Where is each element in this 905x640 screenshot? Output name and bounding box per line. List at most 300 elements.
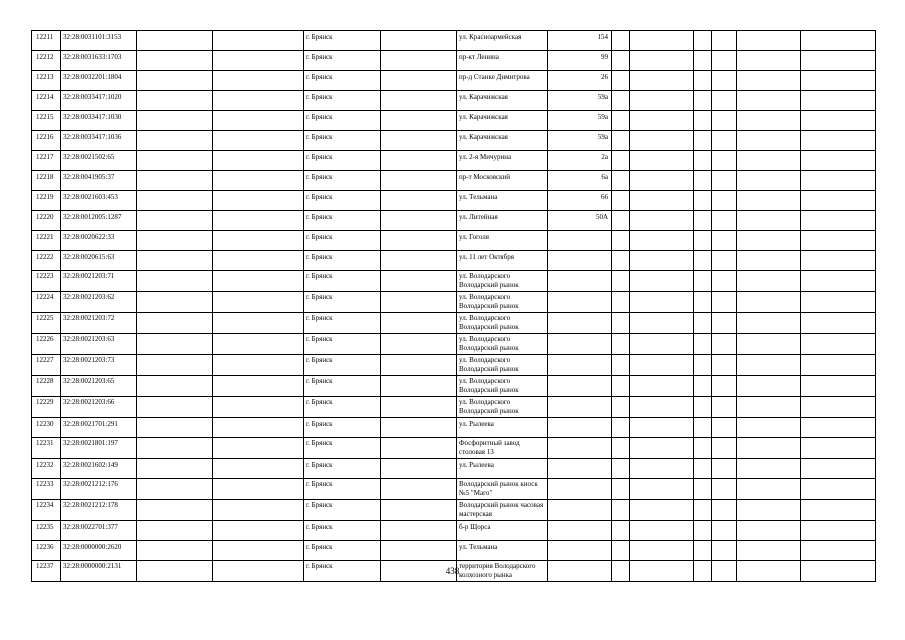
empty-cell (381, 479, 457, 500)
row-number-cell: 12225 (32, 313, 61, 334)
street-cell: территория Володарского колхозного рынка (457, 561, 548, 582)
cadastral-number-cell: 32:28:0033417:1036 (61, 131, 137, 151)
empty-cell (694, 334, 712, 355)
house-number-cell (548, 438, 612, 459)
empty-cell (737, 211, 801, 231)
table-row (32, 541, 876, 561)
house-number-cell: 59а (548, 131, 612, 151)
empty-cell (137, 479, 213, 500)
cadastral-number-cell: 32:28:0021203:72 (61, 313, 137, 334)
empty-cell (801, 51, 876, 71)
cadastral-number-cell: 32:28:0000000:2620 (61, 541, 137, 561)
house-number-cell: 6а (548, 171, 612, 191)
city-cell: г. Брянск (304, 521, 381, 541)
row-number-cell: 12211 (32, 31, 61, 51)
cadastral-number-cell: 32:28:0000000:2131 (61, 561, 137, 582)
table-row (32, 334, 876, 355)
empty-cell (630, 111, 694, 131)
row-number-cell: 12234 (32, 500, 61, 521)
table-row (32, 500, 876, 521)
row-number-cell: 12220 (32, 211, 61, 231)
empty-cell (213, 355, 304, 376)
table-row (32, 438, 876, 459)
empty-cell (694, 231, 712, 251)
empty-cell (213, 51, 304, 71)
empty-cell (712, 191, 737, 211)
empty-cell (381, 500, 457, 521)
row-number-cell: 12232 (32, 459, 61, 479)
city-cell: г. Брянск (304, 334, 381, 355)
street-cell: ул. 2-я Мичурина (457, 151, 548, 171)
city-cell: г. Брянск (304, 71, 381, 91)
empty-cell (213, 131, 304, 151)
house-number-cell: 99 (548, 51, 612, 71)
street-cell: ул. 11 лет Октября (457, 251, 548, 271)
empty-cell (712, 131, 737, 151)
house-number-cell: 66 (548, 191, 612, 211)
empty-cell (801, 71, 876, 91)
empty-cell (137, 111, 213, 131)
empty-cell (612, 51, 630, 71)
empty-cell (712, 91, 737, 111)
empty-cell (137, 151, 213, 171)
table-row (32, 151, 876, 171)
empty-cell (137, 500, 213, 521)
page-number: 438 (445, 566, 460, 576)
empty-cell (137, 131, 213, 151)
empty-cell (630, 292, 694, 313)
empty-cell (712, 51, 737, 71)
table-row (32, 459, 876, 479)
empty-cell (213, 271, 304, 292)
house-number-cell (548, 355, 612, 376)
city-cell: г. Брянск (304, 111, 381, 131)
empty-cell (213, 231, 304, 251)
row-number-cell: 12228 (32, 376, 61, 397)
table-row (32, 171, 876, 191)
empty-cell (137, 292, 213, 313)
empty-cell (694, 31, 712, 51)
empty-cell (712, 334, 737, 355)
empty-cell (381, 376, 457, 397)
table-row (32, 313, 876, 334)
house-number-cell (548, 418, 612, 438)
empty-cell (712, 541, 737, 561)
cadastral-number-cell: 32:28:0020622:33 (61, 231, 137, 251)
empty-cell (612, 191, 630, 211)
empty-cell (630, 459, 694, 479)
empty-cell (694, 131, 712, 151)
city-cell: г. Брянск (304, 459, 381, 479)
empty-cell (737, 355, 801, 376)
empty-cell (137, 438, 213, 459)
empty-cell (694, 271, 712, 292)
row-number-cell: 12212 (32, 51, 61, 71)
empty-cell (612, 355, 630, 376)
empty-cell (612, 151, 630, 171)
row-number-cell: 12223 (32, 271, 61, 292)
empty-cell (381, 31, 457, 51)
empty-cell (137, 31, 213, 51)
table-row (32, 521, 876, 541)
empty-cell (137, 91, 213, 111)
empty-cell (712, 313, 737, 334)
empty-cell (694, 521, 712, 541)
empty-cell (630, 397, 694, 418)
empty-cell (737, 438, 801, 459)
empty-cell (801, 479, 876, 500)
empty-cell (694, 211, 712, 231)
street-cell: ул. Рылеева (457, 418, 548, 438)
row-number-cell: 12233 (32, 479, 61, 500)
city-cell: г. Брянск (304, 51, 381, 71)
empty-cell (737, 231, 801, 251)
table-row (32, 51, 876, 71)
empty-cell (737, 31, 801, 51)
empty-cell (801, 313, 876, 334)
empty-cell (137, 541, 213, 561)
empty-cell (712, 151, 737, 171)
empty-cell (137, 355, 213, 376)
empty-cell (213, 292, 304, 313)
empty-cell (801, 418, 876, 438)
city-cell: г. Брянск (304, 479, 381, 500)
street-cell: ул. Володарского Володарский рынок (457, 397, 548, 418)
empty-cell (694, 151, 712, 171)
empty-cell (612, 459, 630, 479)
empty-cell (630, 271, 694, 292)
empty-cell (137, 251, 213, 271)
empty-cell (712, 479, 737, 500)
table-row (32, 191, 876, 211)
empty-cell (381, 71, 457, 91)
row-number-cell: 12236 (32, 541, 61, 561)
empty-cell (612, 479, 630, 500)
street-cell: ул. Володарского Володарский рынок (457, 271, 548, 292)
empty-cell (213, 500, 304, 521)
house-number-cell: 2а (548, 151, 612, 171)
cadastral-number-cell: 32:28:0021502:65 (61, 151, 137, 171)
empty-cell (612, 541, 630, 561)
empty-cell (712, 397, 737, 418)
empty-cell (694, 500, 712, 521)
cadastral-number-cell: 32:28:0031101:3153 (61, 31, 137, 51)
empty-cell (137, 334, 213, 355)
empty-cell (737, 51, 801, 71)
empty-cell (213, 541, 304, 561)
empty-cell (381, 541, 457, 561)
empty-cell (737, 479, 801, 500)
cadastral-number-cell: 32:28:0041905:37 (61, 171, 137, 191)
empty-cell (612, 334, 630, 355)
empty-cell (381, 251, 457, 271)
empty-cell (381, 271, 457, 292)
row-number-cell: 12231 (32, 438, 61, 459)
empty-cell (137, 397, 213, 418)
empty-cell (381, 459, 457, 479)
empty-cell (737, 334, 801, 355)
empty-cell (712, 418, 737, 438)
empty-cell (630, 171, 694, 191)
empty-cell (630, 211, 694, 231)
empty-cell (630, 131, 694, 151)
row-number-cell: 12230 (32, 418, 61, 438)
empty-cell (801, 541, 876, 561)
street-cell: ул. Карачижская (457, 111, 548, 131)
empty-cell (737, 521, 801, 541)
empty-cell (381, 211, 457, 231)
empty-cell (137, 459, 213, 479)
cadastral-number-cell: 32:28:0033417:1030 (61, 111, 137, 131)
empty-cell (801, 376, 876, 397)
empty-cell (801, 131, 876, 151)
registry-sheet (31, 30, 875, 582)
row-number-cell: 12214 (32, 91, 61, 111)
empty-cell (137, 231, 213, 251)
empty-cell (381, 111, 457, 131)
empty-cell (213, 71, 304, 91)
street-cell: ул. Красноармейская (457, 31, 548, 51)
empty-cell (381, 292, 457, 313)
cadastral-number-cell: 32:28:0022701:377 (61, 521, 137, 541)
empty-cell (801, 355, 876, 376)
empty-cell (612, 71, 630, 91)
row-number-cell: 12227 (32, 355, 61, 376)
empty-cell (137, 71, 213, 91)
empty-cell (630, 541, 694, 561)
empty-cell (381, 334, 457, 355)
street-cell: ул. Тельмана (457, 541, 548, 561)
empty-cell (213, 91, 304, 111)
cadastral-number-cell: 32:28:0031633:1703 (61, 51, 137, 71)
table-row (32, 211, 876, 231)
empty-cell (630, 500, 694, 521)
empty-cell (213, 418, 304, 438)
empty-cell (712, 459, 737, 479)
empty-cell (381, 151, 457, 171)
house-number-cell (548, 313, 612, 334)
empty-cell (213, 171, 304, 191)
empty-cell (381, 131, 457, 151)
table-row (32, 91, 876, 111)
empty-cell (801, 91, 876, 111)
empty-cell (381, 438, 457, 459)
cadastral-number-cell: 32:28:0021203:73 (61, 355, 137, 376)
house-number-cell (548, 479, 612, 500)
street-cell: ул. Володарского Володарский рынок (457, 313, 548, 334)
table-row (32, 251, 876, 271)
street-cell: пр-д Станке Димитрова (457, 71, 548, 91)
table-row (32, 355, 876, 376)
empty-cell (137, 51, 213, 71)
empty-cell (801, 151, 876, 171)
table-row (32, 292, 876, 313)
empty-cell (137, 313, 213, 334)
empty-cell (801, 292, 876, 313)
empty-cell (694, 91, 712, 111)
cadastral-number-cell: 32:28:0021212:176 (61, 479, 137, 500)
cadastral-number-cell: 32:28:0021701:291 (61, 418, 137, 438)
empty-cell (612, 521, 630, 541)
table-row (32, 131, 876, 151)
cadastral-number-cell: 32:28:0021801:197 (61, 438, 137, 459)
empty-cell (801, 500, 876, 521)
city-cell: г. Брянск (304, 31, 381, 51)
empty-cell (213, 376, 304, 397)
table-row (32, 111, 876, 131)
city-cell: г. Брянск (304, 438, 381, 459)
city-cell: г. Брянск (304, 355, 381, 376)
empty-cell (137, 211, 213, 231)
empty-cell (737, 171, 801, 191)
empty-cell (801, 459, 876, 479)
empty-cell (612, 251, 630, 271)
empty-cell (694, 376, 712, 397)
empty-cell (137, 171, 213, 191)
empty-cell (381, 521, 457, 541)
empty-cell (137, 376, 213, 397)
empty-cell (801, 251, 876, 271)
house-number-cell (548, 334, 612, 355)
city-cell: г. Брянск (304, 171, 381, 191)
empty-cell (137, 521, 213, 541)
empty-cell (612, 397, 630, 418)
empty-cell (137, 191, 213, 211)
empty-cell (630, 91, 694, 111)
street-cell: Володарский рынок киоск №5 "Маго" (457, 479, 548, 500)
street-cell: Фосфоритный завод столовая 13 (457, 438, 548, 459)
empty-cell (737, 271, 801, 292)
empty-cell (630, 479, 694, 500)
cadastral-number-cell: 32:28:0021203:63 (61, 334, 137, 355)
empty-cell (213, 479, 304, 500)
city-cell: г. Брянск (304, 211, 381, 231)
empty-cell (737, 111, 801, 131)
empty-cell (712, 31, 737, 51)
city-cell: г. Брянск (304, 500, 381, 521)
house-number-cell (548, 500, 612, 521)
cadastral-number-cell: 32:28:0021203:71 (61, 271, 137, 292)
cadastral-number-cell: 32:28:0012005:1287 (61, 211, 137, 231)
street-cell: ул. Карачижская (457, 91, 548, 111)
empty-cell (737, 151, 801, 171)
empty-cell (612, 131, 630, 151)
cadastral-number-cell: 32:28:0033417:1020 (61, 91, 137, 111)
table-row (32, 231, 876, 251)
empty-cell (694, 251, 712, 271)
table-row (32, 376, 876, 397)
empty-cell (712, 251, 737, 271)
street-cell: ул. Литейная (457, 211, 548, 231)
empty-cell (737, 313, 801, 334)
city-cell: г. Брянск (304, 561, 381, 582)
empty-cell (712, 271, 737, 292)
city-cell: г. Брянск (304, 251, 381, 271)
empty-cell (712, 231, 737, 251)
empty-cell (801, 271, 876, 292)
city-cell: г. Брянск (304, 313, 381, 334)
empty-cell (737, 418, 801, 438)
empty-cell (694, 397, 712, 418)
empty-cell (712, 71, 737, 91)
empty-cell (694, 418, 712, 438)
city-cell: г. Брянск (304, 231, 381, 251)
empty-cell (801, 111, 876, 131)
empty-cell (612, 271, 630, 292)
empty-cell (213, 31, 304, 51)
empty-cell (612, 438, 630, 459)
empty-cell (712, 171, 737, 191)
empty-cell (612, 111, 630, 131)
empty-cell (694, 438, 712, 459)
row-number-cell: 12216 (32, 131, 61, 151)
street-cell: б-р Щорса (457, 521, 548, 541)
empty-cell (612, 376, 630, 397)
house-number-cell (548, 231, 612, 251)
row-number-cell: 12217 (32, 151, 61, 171)
empty-cell (737, 376, 801, 397)
empty-cell (801, 438, 876, 459)
row-number-cell: 12219 (32, 191, 61, 211)
table-row (32, 479, 876, 500)
cadastral-number-cell: 32:28:0021203:66 (61, 397, 137, 418)
city-cell: г. Брянск (304, 397, 381, 418)
empty-cell (801, 231, 876, 251)
empty-cell (737, 397, 801, 418)
empty-cell (213, 397, 304, 418)
table-row (32, 397, 876, 418)
house-number-cell (548, 251, 612, 271)
empty-cell (612, 418, 630, 438)
cadastral-number-cell: 32:28:0021212:178 (61, 500, 137, 521)
empty-cell (630, 521, 694, 541)
street-cell: Володарский рынок часовая мастерская (457, 500, 548, 521)
house-number-cell (548, 397, 612, 418)
house-number-cell (548, 271, 612, 292)
empty-cell (694, 479, 712, 500)
empty-cell (694, 171, 712, 191)
city-cell: г. Брянск (304, 131, 381, 151)
empty-cell (213, 191, 304, 211)
empty-cell (712, 211, 737, 231)
empty-cell (213, 251, 304, 271)
empty-cell (381, 313, 457, 334)
empty-cell (712, 355, 737, 376)
empty-cell (213, 521, 304, 541)
cadastral-number-cell: 32:28:0021203:62 (61, 292, 137, 313)
row-number-cell: 12222 (32, 251, 61, 271)
row-number-cell: 12237 (32, 561, 61, 582)
empty-cell (712, 521, 737, 541)
city-cell: г. Брянск (304, 151, 381, 171)
house-number-cell (548, 376, 612, 397)
city-cell: г. Брянск (304, 376, 381, 397)
street-cell: ул. Володарского Володарский рынок (457, 355, 548, 376)
table-row (32, 71, 876, 91)
city-cell: г. Брянск (304, 271, 381, 292)
house-number-cell: 59а (548, 111, 612, 131)
empty-cell (694, 191, 712, 211)
empty-cell (630, 71, 694, 91)
empty-cell (630, 151, 694, 171)
empty-cell (694, 459, 712, 479)
house-number-cell (548, 292, 612, 313)
house-number-cell: 50А (548, 211, 612, 231)
empty-cell (630, 191, 694, 211)
empty-cell (381, 355, 457, 376)
empty-cell (213, 151, 304, 171)
house-number-cell: 26 (548, 71, 612, 91)
